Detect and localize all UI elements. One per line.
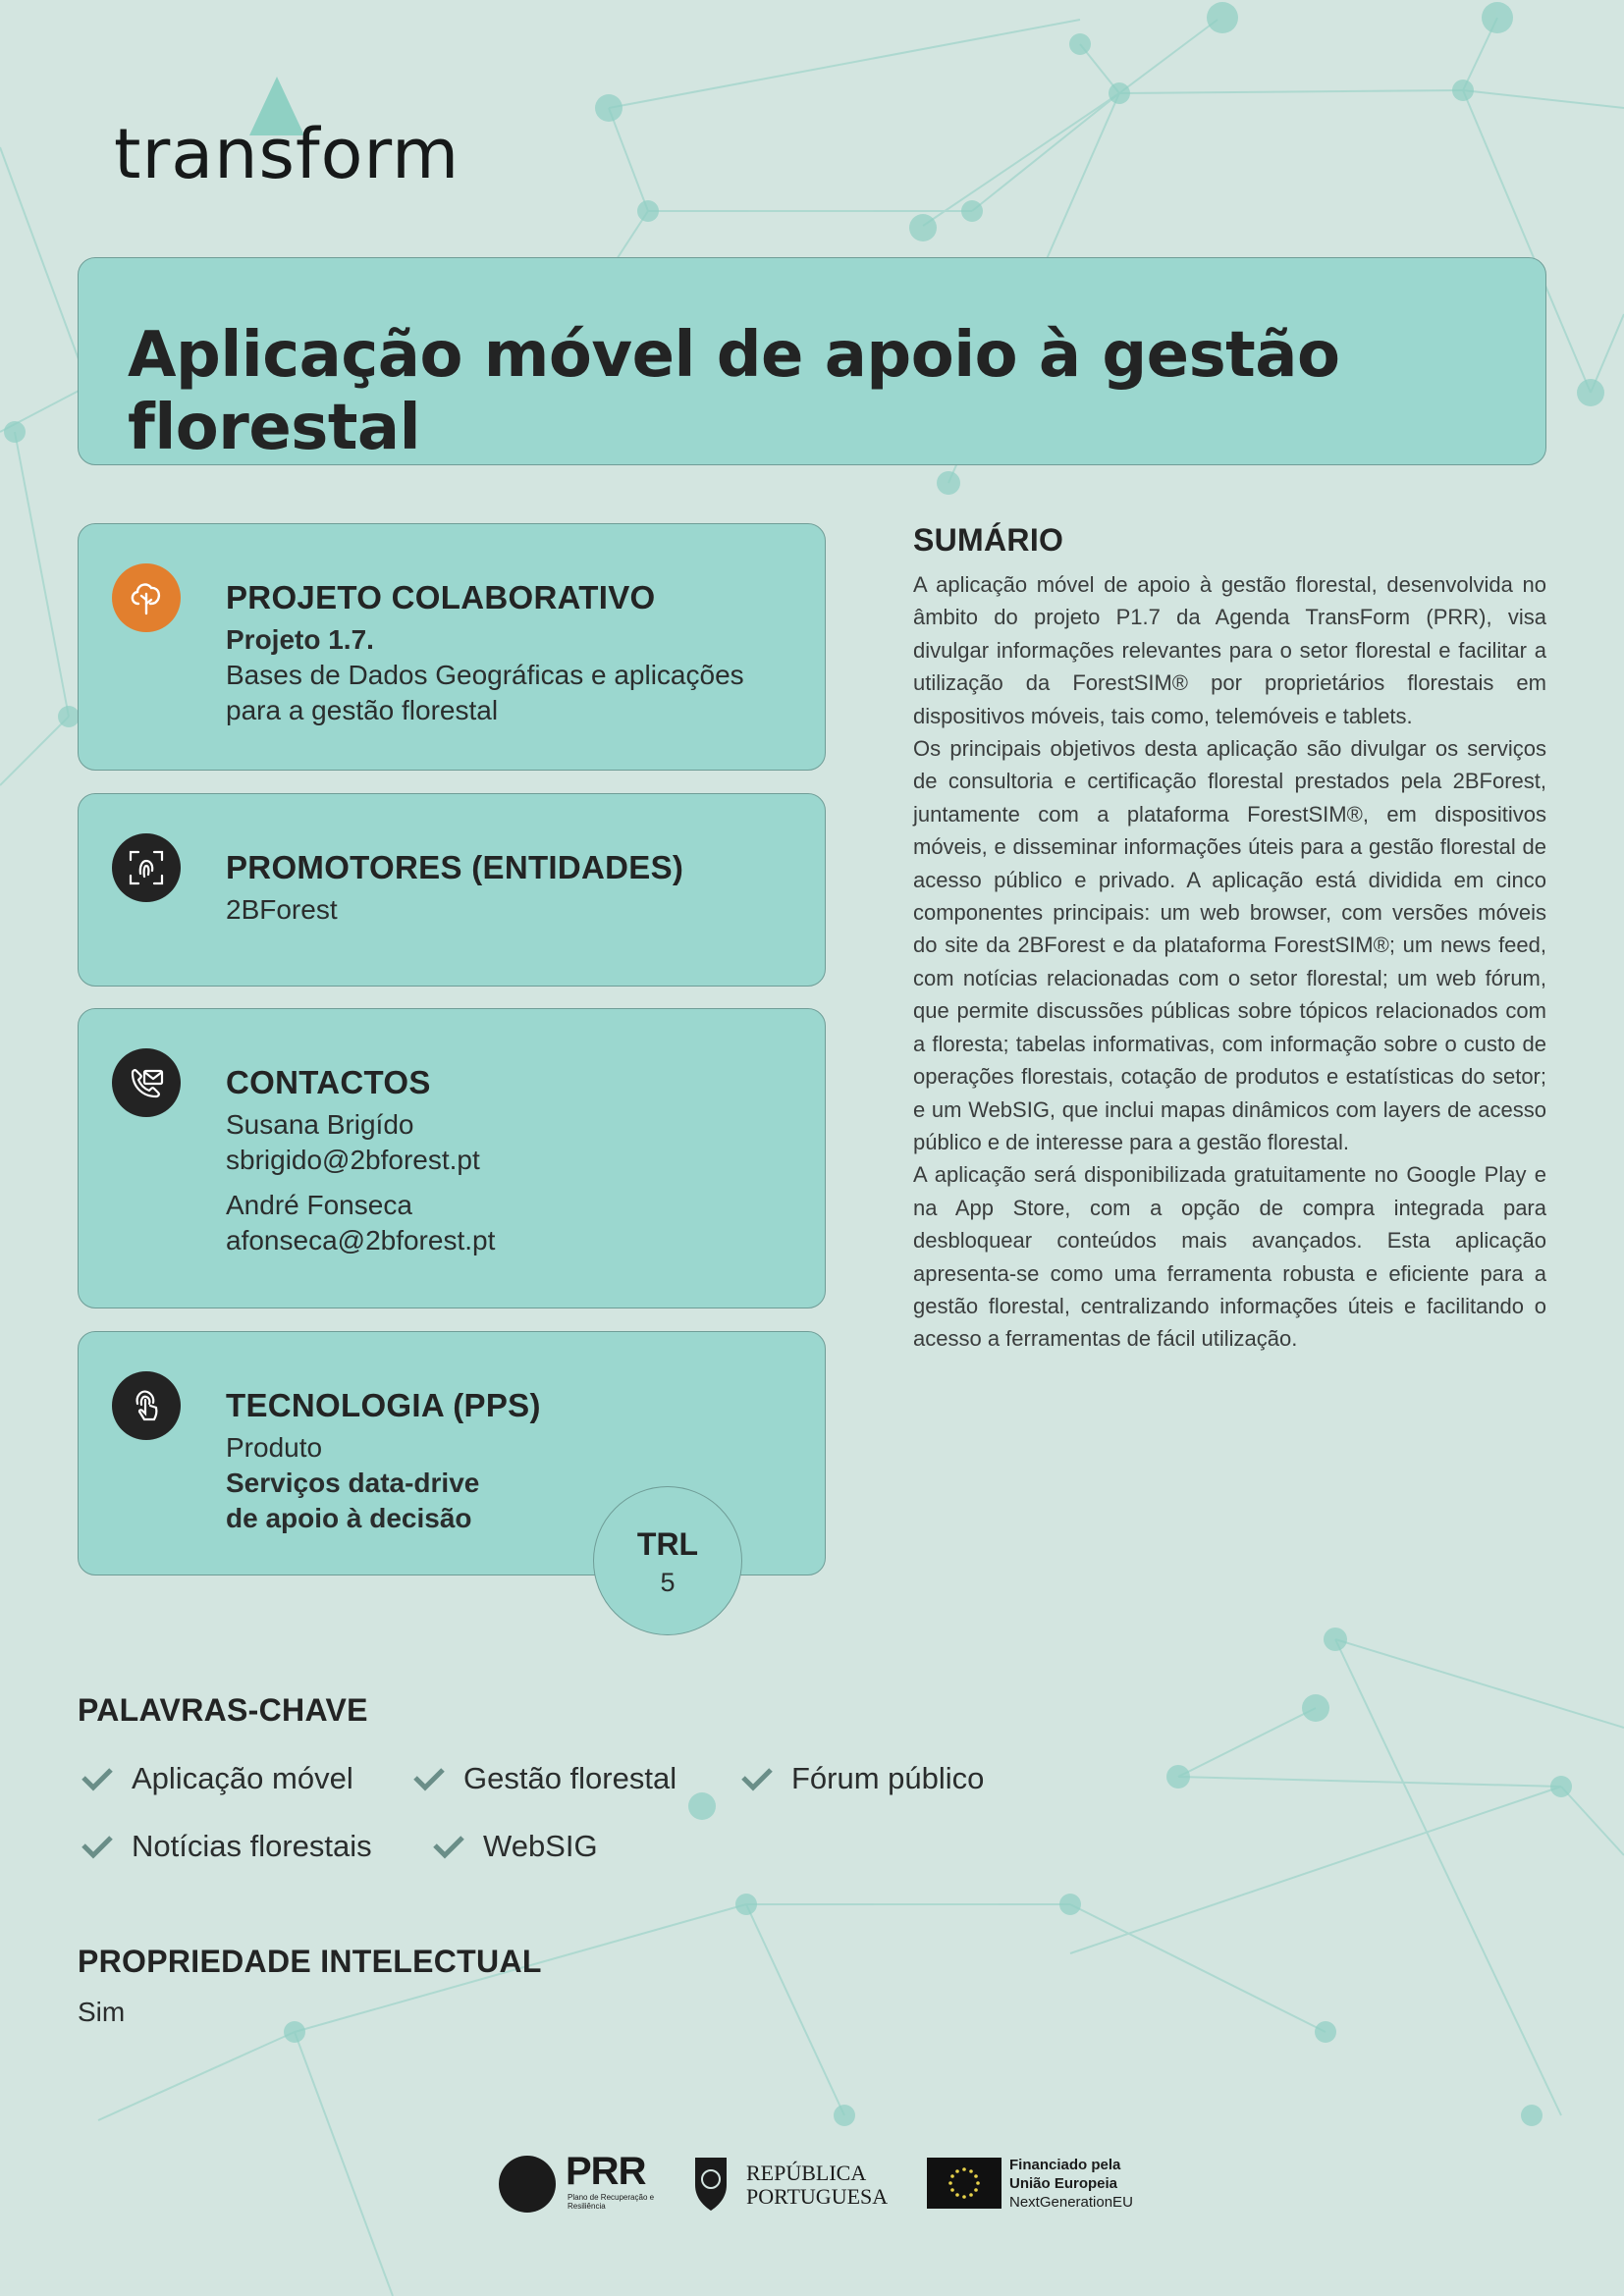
prr-logo-icon: [499, 2156, 556, 2213]
contact-name-1: Susana Brigído: [226, 1109, 414, 1140]
keyword-item: [740, 1761, 984, 1796]
summary-heading: SUMÁRIO: [913, 522, 1064, 558]
check-icon: [81, 1761, 114, 1794]
touch-hand-icon: [112, 1371, 181, 1440]
project-number: Projeto 1.7.: [226, 624, 374, 655]
eu-funding-text: [1009, 2156, 1133, 2212]
card-promotores: [78, 793, 826, 987]
tech-name-line1: Serviços data-drive: [226, 1468, 480, 1498]
keyword-label: Fórum público: [791, 1761, 985, 1795]
prr-subtitle: Plano de Recuperação e Resiliência: [568, 2193, 655, 2211]
summary-paragraph-1: A aplicação móvel de apoio à gestão florestal, desenvolvida no âmbito do projeto P1.7 da Agenda TransForm (PRR), visa divulgar informações relevantes para o setor florestal e facilitar a utilização da ForestSIM® por proprietários florestais em dispositivos móveis, tais como, telemóveis e tablets.: [913, 572, 1546, 728]
check-icon: [81, 1829, 114, 1862]
tech-type: Produto: [226, 1432, 323, 1463]
trl-value: 5: [660, 1568, 676, 1597]
republica-portuguesa-text: [746, 2162, 888, 2209]
project-name-line2: para a gestão florestal: [226, 695, 499, 725]
summary-paragraph-2: Os principais objetivos desta aplicação são divulgar os serviços de consultoria e certificação florestal prestados pela 2BForest, juntamente com a plataforma ForestSIM®, em dispositivos móveis, e disseminar informações úteis para a gestão florestal de acesso público e privado. A aplicação está dividida em cinco componentes principais: um web browser, com versões móveis do site da 2BForest e da plataforma ForestSIM®; um news feed, com notícias relacionadas com o setor florestal; um web fórum, que permite discussões públicas sobre tópicos relacionados com a floresta; tabelas informativas, com informação sobre o custo de operações florestais, cotação de produtos e estatísticas do setor; e um WebSIG, que inclui mapas dinâmicos com layers de acesso público e de interesse para a gestão florestal.: [913, 736, 1546, 1154]
keyword-label: Aplicação móvel: [132, 1761, 353, 1795]
intellectual-property-heading: PROPRIEDADE INTELECTUAL: [78, 1944, 542, 1979]
fingerprint-scan-icon: [112, 833, 181, 902]
phone-mail-icon: [112, 1048, 181, 1117]
card-projeto-colaborativo: [78, 523, 826, 771]
intellectual-property-value: Sim: [78, 1997, 126, 2027]
summary-section: [913, 522, 1546, 1356]
tech-name-line2: de apoio à decisão: [226, 1503, 472, 1533]
card-contactos: [78, 1008, 826, 1308]
prr-logo-text: PRR: [566, 2150, 646, 2193]
transform-logo: [114, 77, 460, 194]
trl-badge: [593, 1486, 742, 1635]
keywords-heading: PALAVRAS-CHAVE: [78, 1692, 368, 1728]
title-banner: [78, 257, 1546, 465]
contact-email-2[interactable]: afonseca@2bforest.pt: [226, 1225, 496, 1255]
keyword-item: [412, 1761, 677, 1796]
check-icon: [412, 1761, 446, 1794]
card-heading: CONTACTOS: [226, 1064, 431, 1100]
project-name-line1: Bases de Dados Geográficas e aplicações: [226, 660, 744, 690]
keyword-label: Gestão florestal: [463, 1761, 677, 1795]
funding-footer: [499, 2150, 1133, 2220]
republica-portuguesa-emblem-icon: [691, 2152, 734, 2215]
contact-email-1[interactable]: sbrigido@2bforest.pt: [226, 1145, 480, 1175]
card-heading: TECNOLOGIA (PPS): [226, 1387, 541, 1423]
check-icon: [432, 1829, 465, 1862]
tree-icon: [112, 563, 181, 632]
eu-line2: União Europeia: [1009, 2175, 1118, 2192]
keyword-label: Notícias florestais: [132, 1829, 372, 1863]
eu-line1: Financiado pela: [1009, 2157, 1121, 2173]
eu-flag-icon: [927, 2158, 1001, 2209]
keyword-item: [81, 1761, 353, 1796]
card-heading: PROMOTORES (ENTIDADES): [226, 849, 684, 885]
page-title: Aplicação móvel de apoio à gestão florestal: [128, 319, 1340, 464]
keyword-item: [81, 1829, 372, 1864]
contact-name-2: André Fonseca: [226, 1190, 412, 1220]
keyword-label: WebSIG: [483, 1829, 598, 1863]
promoter-entity: 2BForest: [226, 894, 338, 925]
eu-line3: NextGenerationEU: [1009, 2194, 1133, 2211]
card-heading: PROJETO COLABORATIVO: [226, 579, 656, 615]
rp-line1: REPÚBLICA: [746, 2161, 867, 2185]
rp-line2: PORTUGUESA: [746, 2184, 889, 2209]
keyword-item: [432, 1829, 598, 1864]
check-icon: [740, 1761, 774, 1794]
summary-paragraph-3: A aplicação será disponibilizada gratuitamente no Google Play e na App Store, com a opção de compra integrada para desbloquear conteúdos mais avançados. Esta aplicação apresenta-se como uma ferramenta robusta e eficiente para a gestão florestal, centralizando informações úteis e facilitando o acesso a ferramentas de fácil utilização.: [913, 1162, 1546, 1352]
trl-label: TRL: [636, 1526, 699, 1562]
logo-wordmark: transform: [114, 114, 460, 194]
